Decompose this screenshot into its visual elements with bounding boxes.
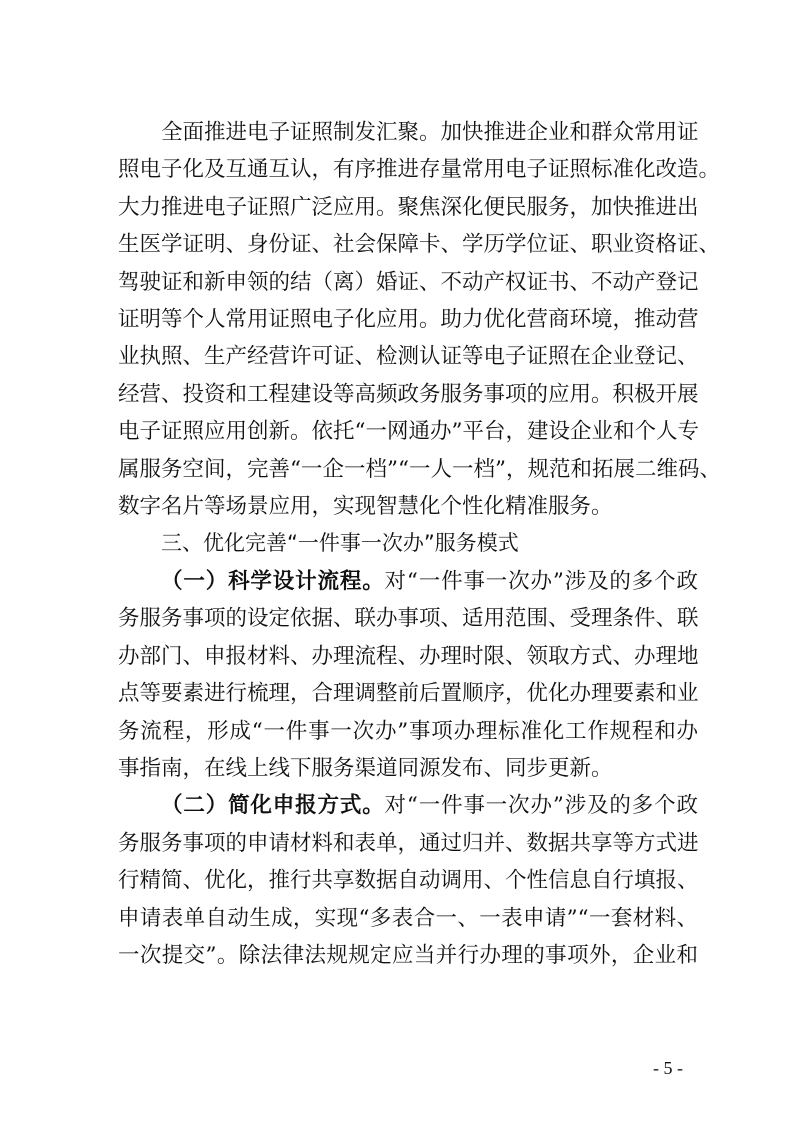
text-line: 电子证照应用创新。依托“一网通办”平台，建设企业和个人专 (118, 419, 699, 445)
text-line: 生医学证明、身份证、社会保障卡、学历学位证、职业资格证、 (118, 232, 721, 258)
paragraph-2 (118, 563, 698, 787)
text-line-first (118, 563, 698, 600)
text-line: 数字名片等场景应用，实现智慧化个性化精准服务。 (118, 494, 613, 520)
text-line: 证明等个人常用证照电子化应用。助力优化营商环境，推动营 (118, 307, 699, 333)
page-content (118, 114, 721, 974)
text-line: 一次提交”。除法律法规规定应当并行办理的事项外，企业和 (118, 942, 698, 968)
text-line: 点等要素进行梳理，合理调整前后置顺序，优化办理要素和业 (118, 681, 699, 707)
text-line: 驾驶证和新申领的结（离）婚证、不动产权证书、不动产登记 (118, 269, 699, 295)
text-line: 务服务事项的设定依据、联办事项、适用范围、受理条件、联 (118, 606, 699, 632)
text-line: 照电子化及互通互认，有序推进存量常用电子证照标准化改造。 (118, 157, 721, 183)
text-line: 事指南，在线上线下服务渠道同源发布、同步更新。 (118, 755, 613, 781)
text-span: 对“一件事一次办”涉及的多个政 (384, 793, 698, 819)
subheading-bold: （二）简化申报方式。 (161, 793, 385, 819)
paragraph-1 (118, 114, 721, 525)
section-heading: 三、优化完善“一件事一次办”服务模式 (161, 531, 519, 556)
text-line: 办部门、申报材料、办理流程、办理时限、领取方式、办理地 (118, 643, 699, 669)
text-span: 对“一件事一次办”涉及的多个政 (384, 568, 698, 594)
page-number: - 5 - (653, 1058, 683, 1078)
text-line: 大力推进电子证照广泛应用。聚焦深化便民服务，加快推进出 (118, 194, 699, 220)
text-line: 属服务空间，完善“一企一档”“一人一档”，规范和拓展二维码、 (118, 456, 721, 482)
text-line: 行精简、优化，推行共享数据自动调用、个性信息自行填报、 (118, 868, 699, 894)
text-line: 经营、投资和工程建设等高频政务服务事项的应用。积极开展 (118, 381, 699, 407)
text-line: 全面推进电子证照制发汇聚。加快推进企业和群众常用证 (161, 120, 699, 145)
paragraph-3 (118, 787, 698, 974)
text-line: 务流程，形成“一件事一次办”事项办理标准化工作规程和办 (118, 718, 698, 744)
text-line-first (118, 787, 698, 824)
text-line: 申请表单自动生成，实现“多表合一、一表申请”“一套材料、 (118, 905, 698, 931)
text-line: 业执照、生产经营许可证、检测认证等电子证照在企业登记、 (118, 344, 699, 370)
subheading-bold: （一）科学设计流程。 (161, 568, 385, 594)
text-line: 务服务事项的申请材料和表单，通过归并、数据共享等方式进 (118, 830, 699, 856)
